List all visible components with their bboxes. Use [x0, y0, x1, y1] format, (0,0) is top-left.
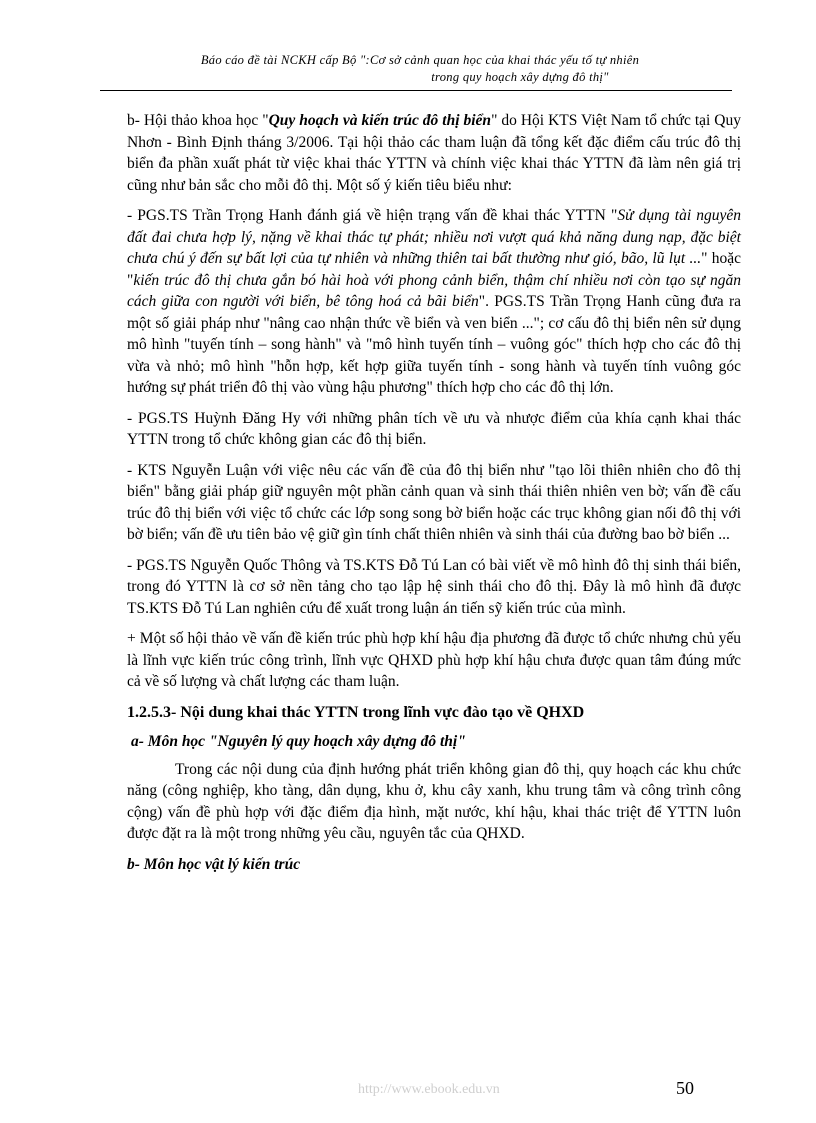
document-header [100, 52, 740, 86]
paragraph-tran-trong-hanh [127, 205, 741, 399]
quote-italic-1: Sử dụng tài nguyên đất đai chưa hợp lý, nặng về khai thác tự phát; nhiều nơi vượt quá khả năng dung nạp, đặc biệt chưa chú ý đến sự bất lợi của tự nhiên và những thiên tai bất thường như gió, bão, lũ lụt ... [127, 207, 742, 267]
conference-title: Quy hoạch và kiến trúc đô thị biển [268, 112, 492, 129]
paragraph-urban-planning-course: Trong các nội dung của định hướng phát triển không gian đô thị, quy hoạch các khu chức năng (công nghiệp, kho tàng, dân dụng, khu ở, khu cây xanh, khu trung tâm và công trình công cộng) vấn đề phù hợp với đặc điểm địa hình, mặt nước, khí hậu, khai thác triệt để YTTN luôn được đặt ra là một trong những yêu cầu, nguyên tắc của QHXD. [127, 760, 741, 842]
paragraph-conference [127, 110, 741, 196]
paragraph-huynh-dang-hy: - PGS.TS Huỳnh Đăng Hy với những phân tích về ưu và nhược điểm của khía cạnh khai thác YTTN trong tổ chức không gian các đô thị biển. [127, 409, 741, 448]
document-body [127, 110, 741, 881]
header-line-2: trong quy hoạch xây dựng đô thị" [431, 70, 609, 84]
text-run: b- Hội thảo khoa học " [127, 112, 269, 129]
text-run: " do Hội KTS Việt Nam tổ chức tại Quy Nhơn - Bình Định tháng 3/2006. Tại hội thảo các tham luận đã tổng kết đặc điểm cấu trúc đô thị biển đa phần xuất phát từ việc khai thác YTTN và chính việc khai thác YTTN đã làm nên giá trị cũng như bản sắc cho mỗi đô thị. Một số ý kiến tiêu biểu như: [127, 112, 741, 194]
paragraph-nguyen-quoc-thong: - PGS.TS Nguyễn Quốc Thông và TS.KTS Đỗ Tú Lan có bài viết về mô hình đô thị sinh thái biển, trong đó YTTN là cơ sở nền tảng cho tạo lập hệ sinh thái cho đô thị. Đây là mô hình đã được TS.KTS Đỗ Tú Lan nghiên cứu để xuất trong luận án tiến sỹ kiến trúc của mình. [127, 556, 741, 617]
text-run: ". PGS.TS Trần Trọng Hanh cũng đưa ra một số giải pháp như "nâng cao nhận thức về biển và ven biển ..."; cơ cấu đô thị biển nên sử dụng mô hình "tuyến tính – song hành" và "mô hình tuyến tính – vuông góc" thích hợp cho các đô thị vừa và nhỏ; mô hình "hỗn hợp, kết hợp giữa tuyến tính - song hành và tuyến tính vuông góc hướng sự phát triển đô thị vào vùng hậu phương" thích hợp cho các đô thị lớn. [127, 293, 741, 396]
header-line-1: Báo cáo đề tài NCKH cấp Bộ ":Cơ sở cảnh quan học của khai thác yếu tố tự nhiên [200, 53, 640, 67]
subheading-a: a- Môn học "Nguyên lý quy hoạch xây dựng đô thị" [131, 733, 466, 750]
page-number: 50 [676, 1078, 694, 1098]
header-divider [100, 90, 732, 91]
quote-italic-2: kiến trúc đô thị chưa gắn bó hài hoà với phong cảnh biển, thậm chí nhiều nơi còn tạo sự ngăn cách giữa con người với biển, bê tông hoá cả bãi biển [127, 271, 741, 310]
footer-url: http://www.ebook.edu.vn [358, 1082, 500, 1097]
paragraph-nguyen-luan: - KTS Nguyễn Luận với việc nêu các vấn đề của đô thị biển như "tạo lõi thiên nhiên cho đô thị biển" bằng giải pháp giữ nguyên một phần cảnh quan và sinh thái thiên nhiên ven bờ; vấn đề cấu trúc đô thị biển với việc tổ chức các lớp song song bờ biển hoặc các trục không gian nối đô thị với bờ biển; vấn đề ưu tiên bảo vệ giữ gìn tính chất thiên nhiên và sinh thái của đường bao bờ biển ... [127, 461, 741, 543]
paragraph-climate-conferences: + Một số hội thảo về vấn đề kiến trúc phù hợp khí hậu địa phương đã được tổ chức nhưng chủ yếu là lĩnh vực kiến trúc công trình, lĩnh vực QHXD phù hợp khí hậu chưa được quan tâm đúng mức cả về số lượng và chất lượng các tham luận. [127, 630, 741, 690]
section-heading: 1.2.5.3- Nội dung khai thác YTTN trong lĩnh vực đào tạo về QHXD [127, 703, 585, 721]
text-run: - PGS.TS Trần Trọng Hanh đánh giá về hiện trạng vấn đề khai thác YTTN " [127, 207, 618, 224]
subheading-b: b- Môn học vật lý kiến trúc [127, 855, 301, 873]
text-run: " hoặc " [127, 250, 741, 289]
